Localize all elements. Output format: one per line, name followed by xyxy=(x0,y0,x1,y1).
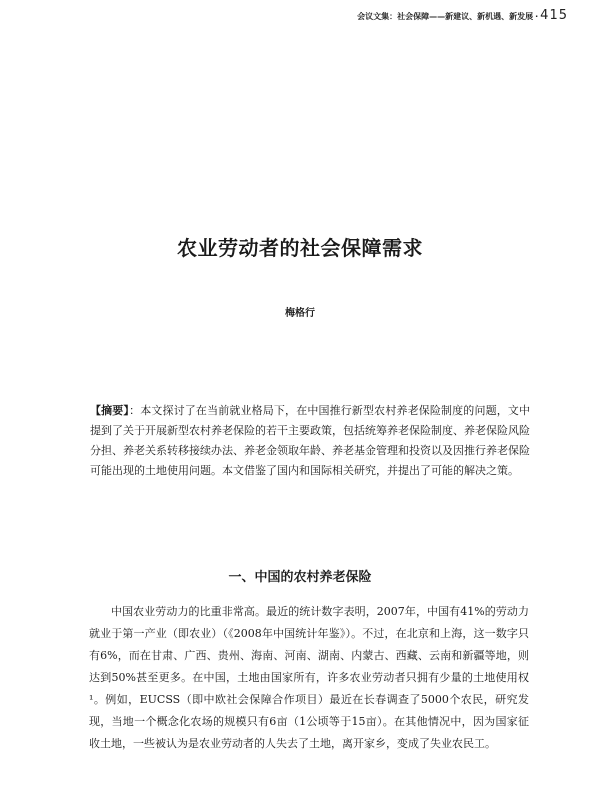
author-name: 梅格行 xyxy=(285,308,315,319)
body-paragraph: 中国农业劳动力的比重非常高。最近的统计数字表明，2007年，中国有41%的劳动力就业于第一产业（即农业）（《2008年中国统计年鉴》）。不过，在北京和上海，这一数字只有6%，而在甘肃、广西、贵州、海南、河南、湖南、内蒙古、西藏、云南和新疆等地，则达到50%甚至更多。在中国，土地由国家所有，许多农业劳动者只拥有少量的土地使用权¹。例如，EUCSS（即中欧社会保障合作项目）最近在长春调查了5000个农民，研究发现，当地一个概念化农场的规模只有6亩（1公顷等于15亩）。在其他情况中，因为国家征收土地，一些被认为是农业劳动者的人失去了土地，离开家乡，变成了失业农民工。 xyxy=(89,605,529,750)
abstract xyxy=(90,401,530,481)
running-title: 会议文集：社会保障——新建议、新机遇、新发展 xyxy=(357,12,534,21)
paper-title: 农业劳动者的社会保障需求 xyxy=(177,236,423,260)
section-heading: 一、中国的农村养老保险 xyxy=(228,570,372,585)
abstract-text: ：本文探讨了在当前就业格局下，在中国推行新型农村养老保险制度的问题，文中提到了关于开展新型农村养老保险的若干主要政策，包括统筹养老保险制度、养老保险风险分担、养老关系转移接续办法、养老金领取年龄、养老基金管理和投资以及因推行养老保险可能出现的土地使用问题。本文借鉴了国内和国际相关研究，并提出了可能的解决之策。 xyxy=(90,404,531,477)
separator: · xyxy=(535,12,539,21)
running-header xyxy=(357,8,568,23)
page-number: 415 xyxy=(540,8,568,23)
abstract-label: 【摘要】 xyxy=(90,404,130,417)
